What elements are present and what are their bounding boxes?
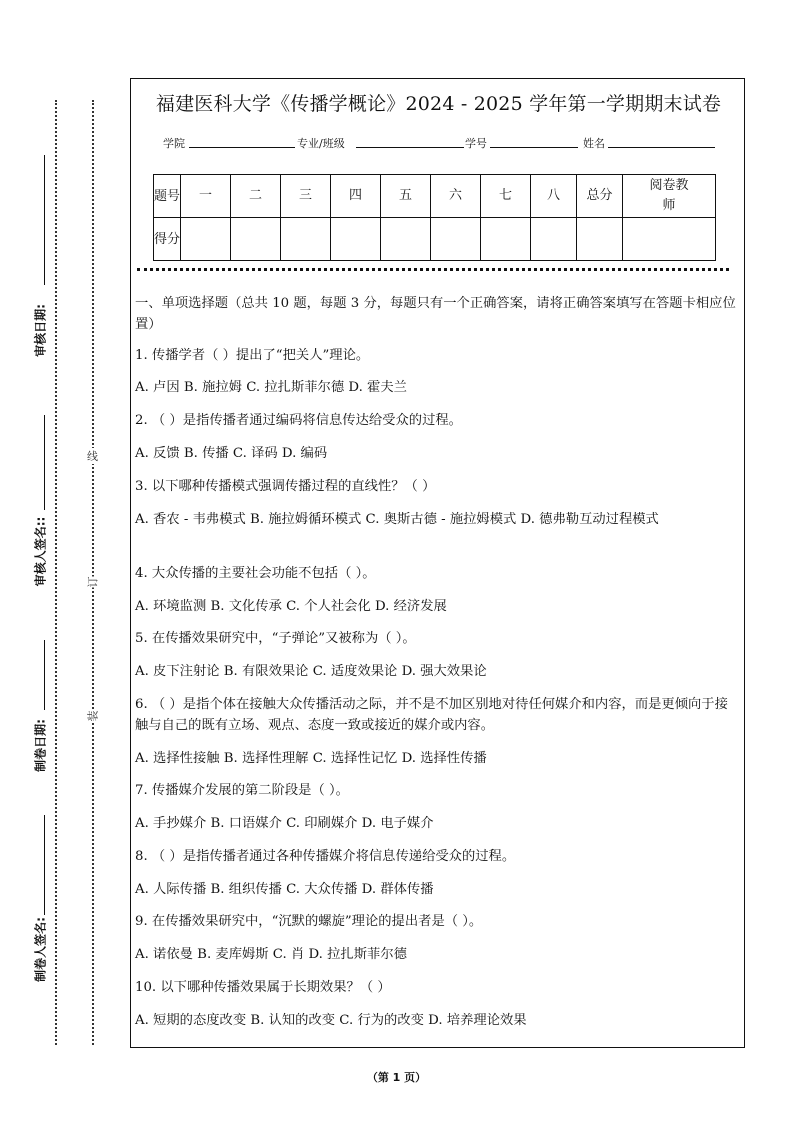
col-header: 七 (481, 175, 531, 218)
question-stem: 10. 以下哪种传播效果属于长期效果？（ ） (135, 980, 391, 995)
score-cell[interactable] (577, 218, 623, 261)
reviewer-date-line (44, 155, 45, 285)
exam-frame (130, 78, 745, 1048)
score-cell[interactable] (431, 218, 481, 261)
question-options: A. 卢因 B. 施拉姆 C. 拉扎斯菲尔德 D. 霍夫兰 (135, 380, 407, 395)
question-stem: 9. 在传播效果研究中，“沉默的螺旋”理论的提出者是（ ）。 (135, 914, 483, 929)
question-stem: 1. 传播学者（ ）提出了“把关人”理论。 (135, 348, 370, 363)
question-options: A. 环境监测 B. 文化传承 C. 个人社会化 D. 经济发展 (135, 599, 447, 614)
question-stem: 5. 在传播效果研究中，“子弹论”又被称为（ ）。 (135, 631, 416, 646)
maker-date-label: 制卷日期: (33, 719, 48, 772)
college-label: 学院 (163, 137, 185, 150)
binding-char-zhuang: 装 (86, 710, 100, 722)
binding-char-xian: 线 (87, 450, 98, 463)
col-header-grader (623, 175, 716, 218)
score-cell[interactable] (181, 218, 231, 261)
col-header: 六 (431, 175, 481, 218)
col-header-grader-text: 阅卷教师 (649, 178, 689, 213)
question-options: A. 手抄媒介 B. 口语媒介 C. 印刷媒介 D. 电子媒介 (135, 816, 434, 831)
score-cell[interactable] (381, 218, 431, 261)
score-cell[interactable] (531, 218, 577, 261)
exam-title: 福建医科大学《传播学概论》2024 - 2025 学年第一学期期末试卷 (155, 93, 722, 115)
col-header: 五 (381, 175, 431, 218)
score-cell[interactable] (481, 218, 531, 261)
section-heading: 一、单项选择题（总共 10 题，每题 3 分，每题只有一个正确答案，请将正确答案填写在答题卡相应位置） (135, 296, 736, 332)
question-options: A. 选择性接触 B. 选择性理解 C. 选择性记忆 D. 选择性传播 (135, 751, 487, 766)
score-table (153, 174, 716, 261)
col-header: 一 (181, 175, 231, 218)
maker-sign-line (44, 815, 45, 915)
student-id-field[interactable] (490, 147, 578, 148)
binding-char-ding: 订 (86, 576, 100, 588)
binding-dotted-line-inner (92, 100, 94, 1045)
col-header: 三 (281, 175, 331, 218)
question-stem: 2. （ ）是指传播者通过编码将信息传达给受众的过程。 (135, 413, 462, 428)
question-options: A. 短期的态度改变 B. 认知的改变 C. 行为的改变 D. 培养理论效果 (135, 1013, 527, 1028)
col-header: 总分 (577, 175, 623, 218)
question-stem: 6. （ ）是指个体在接触大众传播活动之际，并不是不加区别地对待任何媒介和内容，而是更倾向于接触与自己的既有立场、观点、态度一致或接近的媒介或内容。 (135, 697, 728, 733)
col-header: 二 (231, 175, 281, 218)
question-stem: 4. 大众传播的主要社会功能不包括（ ）。 (135, 566, 376, 581)
name-field[interactable] (608, 147, 715, 148)
question-stem: 8. （ ）是指传播者通过各种传播媒介将信息传递给受众的过程。 (135, 849, 516, 864)
page-number: （第 1 页） (366, 1071, 427, 1084)
row-label-defen-text: 得分 (154, 231, 181, 247)
college-field[interactable] (189, 147, 295, 148)
col-header: 四 (331, 175, 381, 218)
score-cell[interactable] (331, 218, 381, 261)
major-field[interactable] (356, 147, 464, 148)
reviewer-date-label: 审核日期: (33, 304, 48, 357)
score-table-score-row (154, 218, 716, 261)
score-table-header-row (154, 175, 716, 218)
dotted-separator (137, 268, 729, 271)
row-label-tihao-text: 题号 (154, 188, 181, 204)
name-label: 姓名 (583, 137, 605, 150)
question-stem: 3. 以下哪种传播模式强调传播过程的直线性？（ ） (135, 479, 436, 494)
maker-sign-label: 制卷人签名: (33, 917, 48, 982)
col-header: 八 (531, 175, 577, 218)
question-options: A. 诺依曼 B. 麦库姆斯 C. 肖 D. 拉扎斯菲尔德 (135, 947, 407, 962)
binding-dotted-line-outer (55, 100, 57, 1045)
maker-date-line (44, 640, 45, 710)
student-id-label: 学号 (465, 137, 487, 150)
reviewer-sign-line (44, 415, 45, 510)
question-options: A. 香农 - 韦弗模式 B. 施拉姆循环模式 C. 奥斯古德 - 施拉姆模式 D. 德弗勒互动过程模式 (135, 512, 659, 527)
row-label-tihao (154, 175, 181, 218)
row-label-defen (154, 218, 181, 261)
score-cell[interactable] (231, 218, 281, 261)
reviewer-sign-label: 审核人签名:: (33, 516, 48, 587)
question-options: A. 反馈 B. 传播 C. 译码 D. 编码 (135, 446, 328, 461)
question-options: A. 皮下注射论 B. 有限效果论 C. 适度效果论 D. 强大效果论 (135, 664, 487, 679)
score-cell[interactable] (281, 218, 331, 261)
question-options: A. 人际传播 B. 组织传播 C. 大众传播 D. 群体传播 (135, 882, 434, 897)
score-cell[interactable] (623, 218, 716, 261)
question-stem: 7. 传播媒介发展的第二阶段是（ ）。 (135, 783, 349, 798)
major-label: 专业/班级 (297, 137, 345, 150)
